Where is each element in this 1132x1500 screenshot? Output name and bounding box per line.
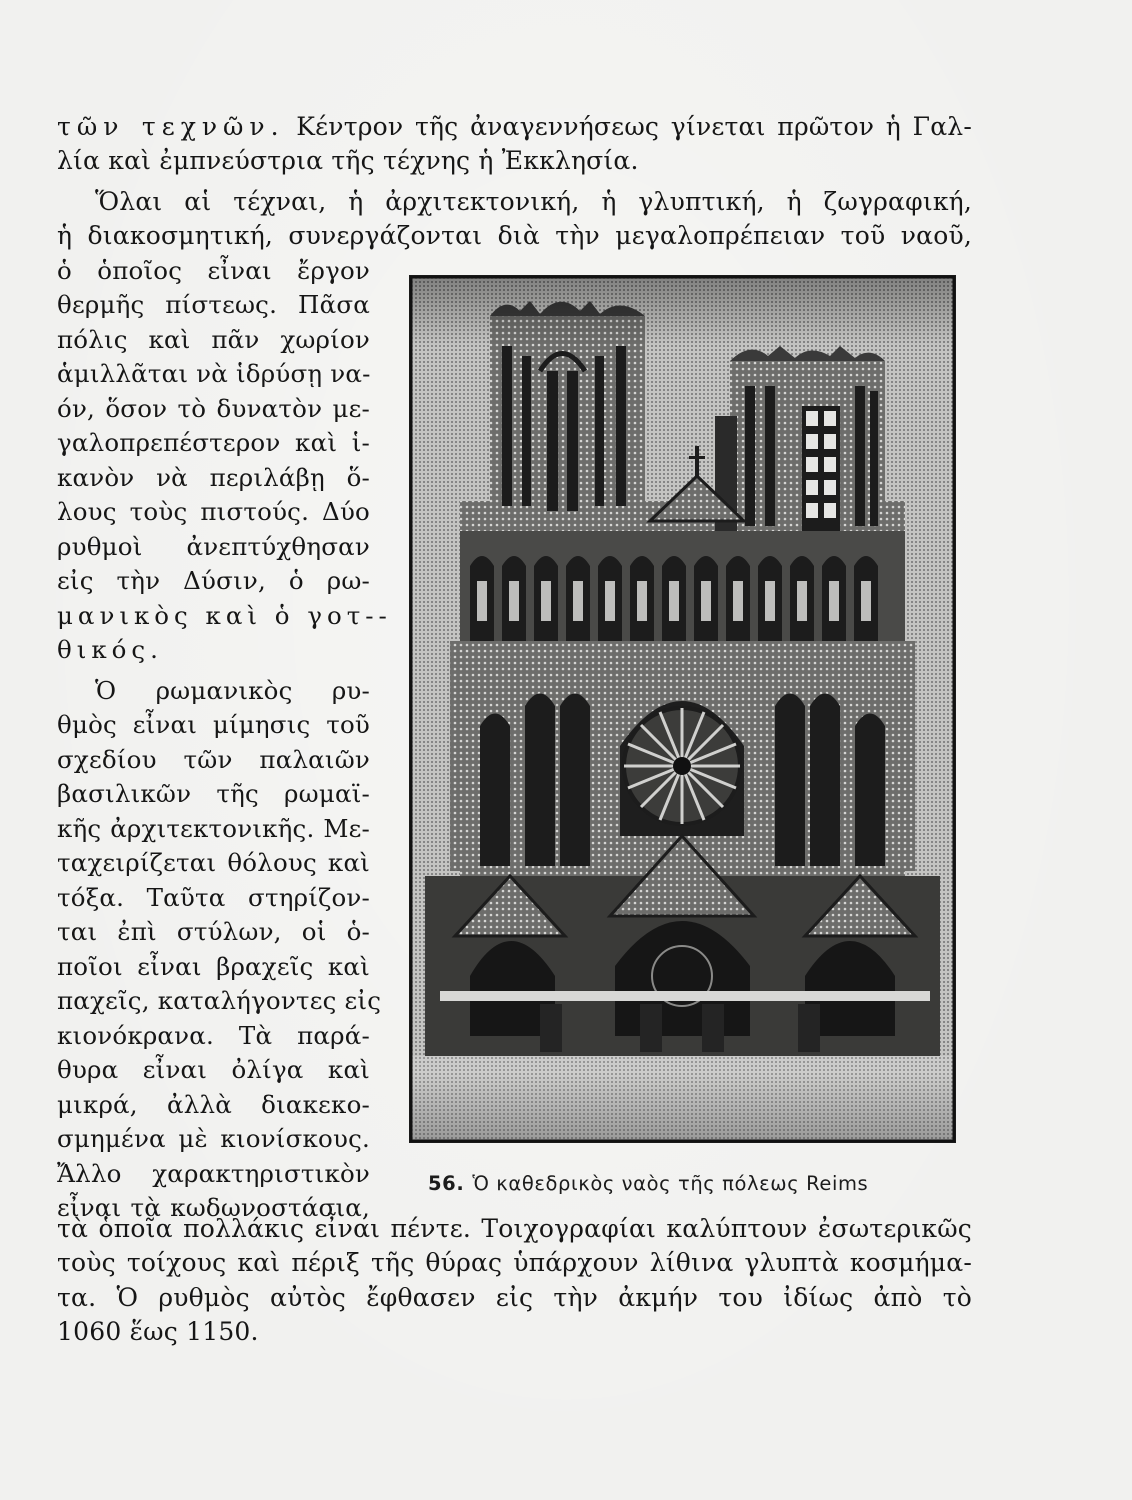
text-line: γαλοπρεπέστερον καὶ ἱ- <box>57 428 370 457</box>
text-line: Ἄλλο χαρακτηριστικὸν <box>57 1159 370 1188</box>
text-line: μικρά, ἀλλὰ διακεκο- <box>57 1090 370 1119</box>
figure-number: 56. <box>428 1172 465 1195</box>
text-line: παχεῖς, καταλήγοντες εἰς <box>57 986 382 1015</box>
text-line: εἶναι τὰ κωδωνοστάσια, <box>57 1193 370 1222</box>
text-line: κανὸν νὰ περιλάβῃ ὅ- <box>57 463 370 492</box>
text-line: λους τοὺς πιστούς. Δύο <box>57 497 370 526</box>
text-line: τῶν τεχνῶν. Κέντρον τῆς ἀναγεννήσεως γίνεται πρῶτον ἡ Γαλ- <box>57 112 972 141</box>
text-line: μανικὸς καὶ ὁ γοτ-- <box>57 601 392 630</box>
text-line: πόλις καὶ πᾶν χωρίον <box>57 325 370 354</box>
text-line: βασιλικῶν τῆς ρωμαϊ- <box>57 779 370 808</box>
paragraph-start-line: Ὁ ρωμανικὸς ρυ- <box>95 676 370 705</box>
text-line: σχεδίου τῶν παλαιῶν <box>57 745 370 774</box>
cathedral-illustration <box>410 276 955 1142</box>
figure-caption <box>428 1170 918 1198</box>
text-line: ἡ διακοσμητική, συνεργάζονται διὰ τὴν μεγαλοπρέπειαν τοῦ ναοῦ, <box>57 221 972 250</box>
text-line: τόξα. Ταῦτα στηρίζον- <box>57 883 370 912</box>
cathedral-photo <box>410 276 955 1142</box>
text-line: θικός. <box>57 635 163 664</box>
text-line: εἰς τὴν Δύσιν, ὁ ρω- <box>57 566 370 595</box>
text-line: θμὸς εἶναι μίμησις τοῦ <box>57 710 370 739</box>
paragraph-start-line: Ὅλαι αἱ τέχναι, ἡ ἀρχιτεκτονική, ἡ γλυπτική, ἡ ζωγραφική, <box>95 187 972 216</box>
text-line: ποῖοι εἶναι βραχεῖς καὶ <box>57 952 370 981</box>
text-line: σμημένα μὲ κιονίσκους. <box>57 1124 370 1153</box>
text-line: ταχειρίζεται θόλους καὶ <box>57 848 370 877</box>
text-line: ρυθμοὶ ἀνεπτύχθησαν <box>57 532 370 561</box>
emphasized-term: τῶν τεχνῶν. <box>57 112 285 141</box>
text-line: όν, ὅσον τὸ δυνατὸν με- <box>57 394 370 423</box>
text-line: θυρα εἶναι ὀλίγα καὶ <box>57 1055 370 1084</box>
text-line: κῆς ἀρχιτεκτονικῆς. Με- <box>57 814 370 843</box>
text-line: λία καὶ ἐμπνεύστρια τῆς τέχνης ἡ Ἐκκλησία. <box>57 146 639 175</box>
text-line: κιονόκρανα. Τὰ παρά- <box>57 1021 370 1050</box>
text-line: τὰ ὁποῖα πολλάκις εἶναι πέντε. Τοιχογραφίαι καλύπτουν ἐσωτερικῶς <box>57 1214 972 1243</box>
text-line: ται ἐπὶ στύλων, οἱ ὁ- <box>57 917 370 946</box>
text-line: ὁ ὁποῖος εἶναι ἔργον <box>57 256 370 285</box>
text-line: 1060 ἕως 1150. <box>57 1317 259 1346</box>
text-line: τα. Ὁ ρυθμὸς αὐτὸς ἔφθασεν εἰς τὴν ἀκμήν του ἰδίως ἀπὸ τὸ <box>57 1283 972 1312</box>
text-line: ἁμιλλᾶται νὰ ἱδρύσῃ να- <box>57 359 371 388</box>
text-line: θερμῆς πίστεως. Πᾶσα <box>57 290 370 319</box>
text-line: τοὺς τοίχους καὶ πέριξ τῆς θύρας ὑπάρχουν λίθινα γλυπτὰ κοσμήμα- <box>57 1248 972 1277</box>
caption-text: Ὁ καθεδρικὸς ναὸς τῆς πόλεως Reims <box>472 1172 869 1195</box>
